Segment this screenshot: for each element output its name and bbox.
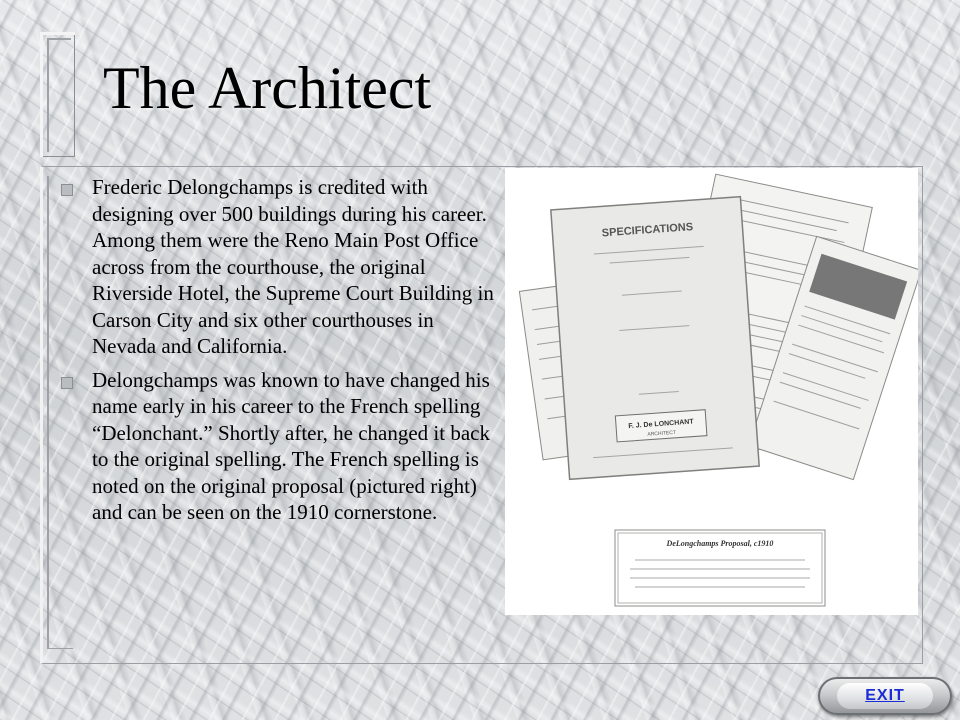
exit-button-face[interactable] xyxy=(837,683,933,709)
slide-title-bracket-inner xyxy=(47,38,71,152)
square-bullet-icon xyxy=(61,184,73,196)
exit-button[interactable] xyxy=(818,677,952,715)
bullet-text: Delongchamps was known to have changed his name early in his career to the French spelling “Delonchant.” Shortly after, he changed it back to the original spelling. The French spelling is noted on the original proposal (pictured right) and can be seen on the 1910 cornerstone. xyxy=(92,367,490,524)
slide-title: The Architect xyxy=(103,55,432,121)
square-bullet-icon xyxy=(61,377,73,389)
caption-title: DeLongchamps Proposal, c1910 xyxy=(666,539,774,548)
proposal-documents-image xyxy=(505,168,918,615)
bullet-item xyxy=(60,367,500,526)
bullet-list xyxy=(60,174,500,533)
proposal-photo xyxy=(505,168,918,615)
bullet-text: Frederic Delongchamps is credited with designing over 500 buildings during his career. Among them were the Reno Main Post Office across from the courthouse, the original Riverside Hotel, the Supreme Court Building in Carson City and six other courthouses in Nevada and California. xyxy=(92,175,494,358)
spec-heading: SPECIFICATIONS xyxy=(601,221,694,240)
architect-stamp-sub: ARCHITECT xyxy=(647,429,677,438)
architect-stamp-name: F. J. De LONCHANT xyxy=(628,418,694,431)
bullet-item xyxy=(60,174,500,360)
exit-button-label[interactable]: EXIT xyxy=(865,687,905,704)
